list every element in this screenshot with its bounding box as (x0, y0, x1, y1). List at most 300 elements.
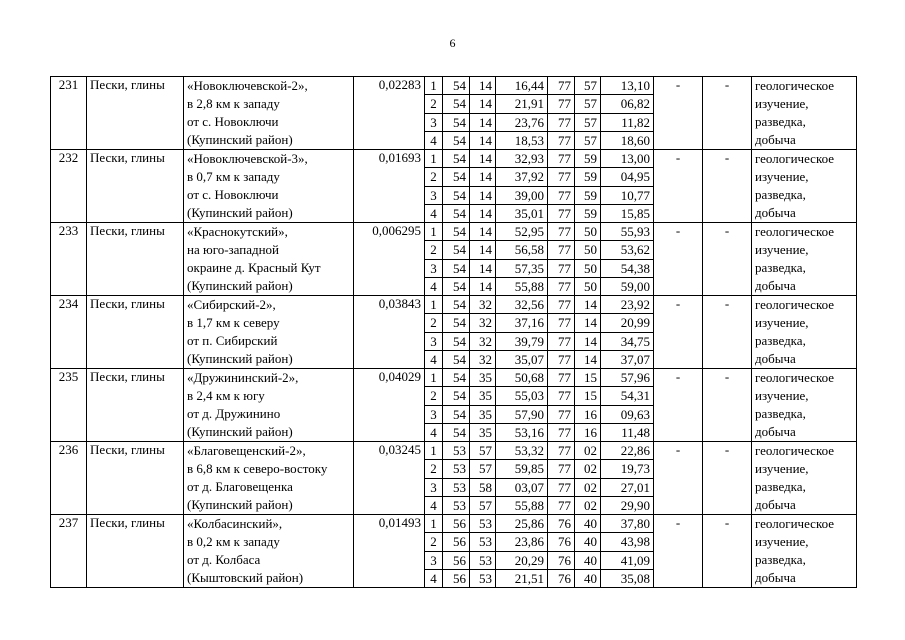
purpose-line: разведка, (755, 552, 806, 567)
deposit-number: 233 (51, 223, 87, 296)
longitude-seconds: 19,73 (601, 460, 654, 478)
longitude-minutes: 57 (575, 113, 601, 131)
latitude-degrees: 54 (443, 369, 470, 387)
location-line: от с. Новоключи (187, 114, 279, 129)
point-number: 2 (425, 533, 443, 551)
longitude-seconds: 41,09 (601, 551, 654, 569)
location-line: (Купинский район) (187, 424, 293, 439)
latitude-minutes: 14 (470, 131, 496, 149)
purpose-line: геологическое (755, 224, 835, 239)
latitude-minutes: 32 (470, 296, 496, 314)
purpose-line: добыча (755, 205, 796, 220)
purpose-line: добыча (755, 424, 796, 439)
empty-column-b: - (703, 223, 752, 296)
latitude-degrees: 54 (443, 95, 470, 113)
empty-column-a: - (654, 150, 703, 223)
latitude-seconds: 35,01 (496, 204, 548, 222)
longitude-seconds: 09,63 (601, 405, 654, 423)
latitude-degrees: 54 (443, 223, 470, 241)
location-line: в 2,8 км к западу (187, 96, 280, 111)
longitude-seconds: 37,07 (601, 350, 654, 368)
longitude-minutes: 57 (575, 131, 601, 149)
usage-purpose (752, 515, 857, 588)
longitude-minutes: 40 (575, 533, 601, 551)
latitude-seconds: 50,68 (496, 369, 548, 387)
longitude-degrees: 77 (548, 277, 575, 295)
table-row (51, 150, 857, 168)
location-line: (Купинский район) (187, 497, 293, 512)
point-number: 4 (425, 569, 443, 587)
latitude-degrees: 54 (443, 277, 470, 295)
empty-column-b: - (703, 150, 752, 223)
longitude-degrees: 77 (548, 350, 575, 368)
longitude-minutes: 15 (575, 387, 601, 405)
latitude-minutes: 53 (470, 515, 496, 533)
longitude-degrees: 77 (548, 259, 575, 277)
latitude-seconds: 16,44 (496, 77, 548, 95)
deposit-area: 0,03245 (354, 442, 425, 515)
mineral-type: Пески, глины (87, 223, 184, 296)
longitude-minutes: 02 (575, 442, 601, 460)
longitude-seconds: 13,10 (601, 77, 654, 95)
point-number: 4 (425, 277, 443, 295)
latitude-degrees: 53 (443, 460, 470, 478)
location-line: «Дружининский-2», (187, 370, 299, 385)
deposits-table (50, 76, 857, 588)
point-number: 3 (425, 113, 443, 131)
deposit-number: 237 (51, 515, 87, 588)
latitude-minutes: 35 (470, 387, 496, 405)
point-number: 2 (425, 314, 443, 332)
longitude-degrees: 77 (548, 405, 575, 423)
longitude-seconds: 37,80 (601, 515, 654, 533)
longitude-seconds: 54,38 (601, 259, 654, 277)
deposit-location (184, 77, 354, 150)
purpose-line: изучение, (755, 315, 809, 330)
purpose-line: добыча (755, 132, 796, 147)
location-line: (Кыштовский район) (187, 570, 304, 585)
purpose-line: геологическое (755, 370, 835, 385)
latitude-seconds: 32,56 (496, 296, 548, 314)
longitude-seconds: 10,77 (601, 186, 654, 204)
latitude-minutes: 32 (470, 332, 496, 350)
purpose-line: геологическое (755, 516, 835, 531)
point-number: 1 (425, 515, 443, 533)
longitude-minutes: 14 (575, 296, 601, 314)
empty-column-a: - (654, 77, 703, 150)
longitude-minutes: 59 (575, 186, 601, 204)
latitude-minutes: 32 (470, 314, 496, 332)
latitude-minutes: 57 (470, 496, 496, 514)
purpose-line: добыча (755, 570, 796, 585)
longitude-minutes: 50 (575, 277, 601, 295)
deposit-area: 0,006295 (354, 223, 425, 296)
empty-column-a: - (654, 515, 703, 588)
location-line: «Благовещенский-2», (187, 443, 306, 458)
longitude-degrees: 77 (548, 478, 575, 496)
longitude-degrees: 76 (548, 515, 575, 533)
longitude-degrees: 77 (548, 150, 575, 168)
point-number: 4 (425, 350, 443, 368)
mineral-type: Пески, глины (87, 369, 184, 442)
point-number: 3 (425, 551, 443, 569)
table-row (51, 223, 857, 241)
latitude-seconds: 18,53 (496, 131, 548, 149)
latitude-seconds: 55,03 (496, 387, 548, 405)
longitude-seconds: 13,00 (601, 150, 654, 168)
latitude-degrees: 53 (443, 442, 470, 460)
latitude-degrees: 54 (443, 259, 470, 277)
longitude-minutes: 14 (575, 350, 601, 368)
point-number: 3 (425, 405, 443, 423)
empty-column-b: - (703, 442, 752, 515)
longitude-degrees: 77 (548, 369, 575, 387)
longitude-degrees: 77 (548, 77, 575, 95)
empty-column-a: - (654, 442, 703, 515)
deposit-number: 234 (51, 296, 87, 369)
point-number: 2 (425, 95, 443, 113)
location-line: в 1,7 км к северу (187, 315, 280, 330)
longitude-seconds: 22,86 (601, 442, 654, 460)
longitude-seconds: 06,82 (601, 95, 654, 113)
longitude-seconds: 57,96 (601, 369, 654, 387)
latitude-minutes: 35 (470, 369, 496, 387)
deposit-number: 232 (51, 150, 87, 223)
longitude-degrees: 77 (548, 131, 575, 149)
purpose-line: изучение, (755, 534, 809, 549)
latitude-minutes: 57 (470, 460, 496, 478)
longitude-minutes: 59 (575, 204, 601, 222)
latitude-seconds: 52,95 (496, 223, 548, 241)
longitude-minutes: 02 (575, 478, 601, 496)
location-line: «Новоключевской-2», (187, 78, 308, 93)
latitude-seconds: 55,88 (496, 496, 548, 514)
longitude-seconds: 43,98 (601, 533, 654, 551)
usage-purpose (752, 296, 857, 369)
location-line: от д. Колбаса (187, 552, 261, 567)
point-number: 4 (425, 496, 443, 514)
deposit-area: 0,01693 (354, 150, 425, 223)
usage-purpose (752, 223, 857, 296)
longitude-degrees: 77 (548, 496, 575, 514)
latitude-degrees: 54 (443, 405, 470, 423)
deposit-area: 0,02283 (354, 77, 425, 150)
mineral-type: Пески, глины (87, 442, 184, 515)
empty-column-a: - (654, 296, 703, 369)
page-number: 6 (449, 36, 456, 50)
deposit-location (184, 442, 354, 515)
longitude-degrees: 77 (548, 332, 575, 350)
latitude-minutes: 58 (470, 478, 496, 496)
deposit-location (184, 515, 354, 588)
point-number: 2 (425, 460, 443, 478)
longitude-seconds: 53,62 (601, 241, 654, 259)
longitude-minutes: 16 (575, 405, 601, 423)
latitude-seconds: 39,79 (496, 332, 548, 350)
purpose-line: изучение, (755, 242, 809, 257)
latitude-degrees: 54 (443, 314, 470, 332)
deposits-table-body (51, 77, 857, 588)
longitude-seconds: 35,08 (601, 569, 654, 587)
latitude-seconds: 21,91 (496, 95, 548, 113)
latitude-minutes: 14 (470, 150, 496, 168)
purpose-line: геологическое (755, 297, 835, 312)
deposit-location (184, 223, 354, 296)
latitude-minutes: 14 (470, 77, 496, 95)
point-number: 3 (425, 332, 443, 350)
purpose-line: разведка, (755, 333, 806, 348)
location-line: окраине д. Красный Кут (187, 260, 321, 275)
latitude-seconds: 32,93 (496, 150, 548, 168)
latitude-degrees: 54 (443, 150, 470, 168)
longitude-minutes: 14 (575, 332, 601, 350)
point-number: 1 (425, 77, 443, 95)
longitude-degrees: 77 (548, 423, 575, 441)
mineral-type: Пески, глины (87, 515, 184, 588)
latitude-minutes: 14 (470, 95, 496, 113)
latitude-seconds: 59,85 (496, 460, 548, 478)
longitude-minutes: 57 (575, 77, 601, 95)
latitude-minutes: 53 (470, 569, 496, 587)
longitude-degrees: 76 (548, 533, 575, 551)
usage-purpose (752, 77, 857, 150)
purpose-line: добыча (755, 497, 796, 512)
latitude-degrees: 56 (443, 551, 470, 569)
longitude-minutes: 50 (575, 223, 601, 241)
longitude-minutes: 40 (575, 515, 601, 533)
empty-column-b: - (703, 296, 752, 369)
latitude-seconds: 20,29 (496, 551, 548, 569)
longitude-degrees: 77 (548, 223, 575, 241)
latitude-seconds: 53,16 (496, 423, 548, 441)
longitude-degrees: 77 (548, 460, 575, 478)
point-number: 3 (425, 186, 443, 204)
latitude-minutes: 35 (470, 423, 496, 441)
location-line: в 6,8 км к северо-востоку (187, 461, 328, 476)
table-row (51, 369, 857, 387)
purpose-line: разведка, (755, 187, 806, 202)
usage-purpose (752, 369, 857, 442)
longitude-minutes: 16 (575, 423, 601, 441)
location-line: «Колбасинский», (187, 516, 283, 531)
latitude-minutes: 32 (470, 350, 496, 368)
latitude-seconds: 37,16 (496, 314, 548, 332)
longitude-minutes: 02 (575, 496, 601, 514)
point-number: 2 (425, 241, 443, 259)
latitude-minutes: 53 (470, 551, 496, 569)
longitude-minutes: 59 (575, 168, 601, 186)
longitude-seconds: 11,48 (601, 423, 654, 441)
longitude-seconds: 59,00 (601, 277, 654, 295)
latitude-degrees: 56 (443, 515, 470, 533)
purpose-line: изучение, (755, 96, 809, 111)
latitude-minutes: 35 (470, 405, 496, 423)
longitude-degrees: 77 (548, 113, 575, 131)
latitude-degrees: 54 (443, 423, 470, 441)
point-number: 1 (425, 223, 443, 241)
latitude-minutes: 14 (470, 186, 496, 204)
point-number: 4 (425, 204, 443, 222)
empty-column-b: - (703, 77, 752, 150)
longitude-degrees: 77 (548, 314, 575, 332)
latitude-minutes: 14 (470, 259, 496, 277)
latitude-seconds: 21,51 (496, 569, 548, 587)
longitude-degrees: 77 (548, 186, 575, 204)
purpose-line: изучение, (755, 388, 809, 403)
latitude-degrees: 54 (443, 296, 470, 314)
longitude-seconds: 18,60 (601, 131, 654, 149)
location-line: (Купинский район) (187, 205, 293, 220)
latitude-degrees: 56 (443, 533, 470, 551)
point-number: 3 (425, 478, 443, 496)
point-number: 2 (425, 168, 443, 186)
deposit-location (184, 369, 354, 442)
location-line: от с. Новоключи (187, 187, 279, 202)
longitude-seconds: 54,31 (601, 387, 654, 405)
longitude-minutes: 59 (575, 150, 601, 168)
latitude-seconds: 57,35 (496, 259, 548, 277)
longitude-seconds: 55,93 (601, 223, 654, 241)
longitude-minutes: 40 (575, 551, 601, 569)
latitude-minutes: 14 (470, 113, 496, 131)
location-line: «Новоключевской-3», (187, 151, 308, 166)
latitude-seconds: 25,86 (496, 515, 548, 533)
longitude-minutes: 15 (575, 369, 601, 387)
point-number: 1 (425, 296, 443, 314)
latitude-seconds: 23,86 (496, 533, 548, 551)
longitude-seconds: 23,92 (601, 296, 654, 314)
latitude-minutes: 14 (470, 241, 496, 259)
latitude-minutes: 14 (470, 168, 496, 186)
latitude-degrees: 54 (443, 332, 470, 350)
deposit-number: 231 (51, 77, 87, 150)
empty-column-b: - (703, 515, 752, 588)
longitude-degrees: 76 (548, 569, 575, 587)
longitude-seconds: 04,95 (601, 168, 654, 186)
location-line: (Купинский район) (187, 278, 293, 293)
latitude-seconds: 35,07 (496, 350, 548, 368)
latitude-minutes: 53 (470, 533, 496, 551)
longitude-degrees: 77 (548, 442, 575, 460)
purpose-line: добыча (755, 278, 796, 293)
empty-column-a: - (654, 223, 703, 296)
location-line: в 2,4 км к югу (187, 388, 265, 403)
longitude-minutes: 40 (575, 569, 601, 587)
longitude-seconds: 15,85 (601, 204, 654, 222)
deposit-number: 236 (51, 442, 87, 515)
location-line: «Сибирский-2», (187, 297, 276, 312)
location-line: на юго-западной (187, 242, 280, 257)
latitude-seconds: 56,58 (496, 241, 548, 259)
purpose-line: разведка, (755, 479, 806, 494)
latitude-minutes: 57 (470, 442, 496, 460)
latitude-degrees: 54 (443, 113, 470, 131)
location-line: (Купинский район) (187, 351, 293, 366)
latitude-seconds: 57,90 (496, 405, 548, 423)
table-row (51, 515, 857, 533)
latitude-degrees: 54 (443, 131, 470, 149)
longitude-minutes: 50 (575, 259, 601, 277)
longitude-degrees: 76 (548, 551, 575, 569)
longitude-degrees: 77 (548, 168, 575, 186)
purpose-line: геологическое (755, 78, 835, 93)
latitude-degrees: 53 (443, 496, 470, 514)
point-number: 3 (425, 259, 443, 277)
purpose-line: изучение, (755, 169, 809, 184)
latitude-seconds: 03,07 (496, 478, 548, 496)
point-number: 1 (425, 150, 443, 168)
purpose-line: геологическое (755, 151, 835, 166)
table-row (51, 77, 857, 95)
location-line: от д. Благовещенка (187, 479, 293, 494)
deposit-number: 235 (51, 369, 87, 442)
point-number: 1 (425, 442, 443, 460)
location-line: в 0,2 км к западу (187, 534, 280, 549)
longitude-degrees: 77 (548, 387, 575, 405)
usage-purpose (752, 442, 857, 515)
location-line: «Краснокутский», (187, 224, 288, 239)
deposit-location (184, 150, 354, 223)
purpose-line: геологическое (755, 443, 835, 458)
latitude-minutes: 14 (470, 277, 496, 295)
purpose-line: изучение, (755, 461, 809, 476)
point-number: 4 (425, 131, 443, 149)
empty-column-a: - (654, 369, 703, 442)
longitude-seconds: 34,75 (601, 332, 654, 350)
deposit-area: 0,04029 (354, 369, 425, 442)
latitude-seconds: 53,32 (496, 442, 548, 460)
purpose-line: разведка, (755, 114, 806, 129)
location-line: от д. Дружинино (187, 406, 281, 421)
longitude-seconds: 20,99 (601, 314, 654, 332)
point-number: 4 (425, 423, 443, 441)
mineral-type: Пески, глины (87, 150, 184, 223)
deposit-location (184, 296, 354, 369)
purpose-line: разведка, (755, 260, 806, 275)
longitude-degrees: 77 (548, 95, 575, 113)
latitude-seconds: 55,88 (496, 277, 548, 295)
longitude-degrees: 77 (548, 204, 575, 222)
latitude-seconds: 39,00 (496, 186, 548, 204)
longitude-minutes: 14 (575, 314, 601, 332)
mineral-type: Пески, глины (87, 77, 184, 150)
location-line: от п. Сибирский (187, 333, 278, 348)
location-line: (Купинский район) (187, 132, 293, 147)
latitude-degrees: 56 (443, 569, 470, 587)
latitude-degrees: 54 (443, 350, 470, 368)
latitude-degrees: 53 (443, 478, 470, 496)
usage-purpose (752, 150, 857, 223)
longitude-minutes: 57 (575, 95, 601, 113)
longitude-seconds: 29,90 (601, 496, 654, 514)
latitude-degrees: 54 (443, 77, 470, 95)
latitude-minutes: 14 (470, 204, 496, 222)
location-line: в 0,7 км к западу (187, 169, 280, 184)
latitude-seconds: 37,92 (496, 168, 548, 186)
table-row (51, 442, 857, 460)
longitude-degrees: 77 (548, 241, 575, 259)
deposit-area: 0,03843 (354, 296, 425, 369)
latitude-minutes: 14 (470, 223, 496, 241)
point-number: 1 (425, 369, 443, 387)
latitude-degrees: 54 (443, 241, 470, 259)
longitude-seconds: 27,01 (601, 478, 654, 496)
latitude-seconds: 23,76 (496, 113, 548, 131)
empty-column-b: - (703, 369, 752, 442)
longitude-seconds: 11,82 (601, 113, 654, 131)
point-number: 2 (425, 387, 443, 405)
longitude-minutes: 02 (575, 460, 601, 478)
